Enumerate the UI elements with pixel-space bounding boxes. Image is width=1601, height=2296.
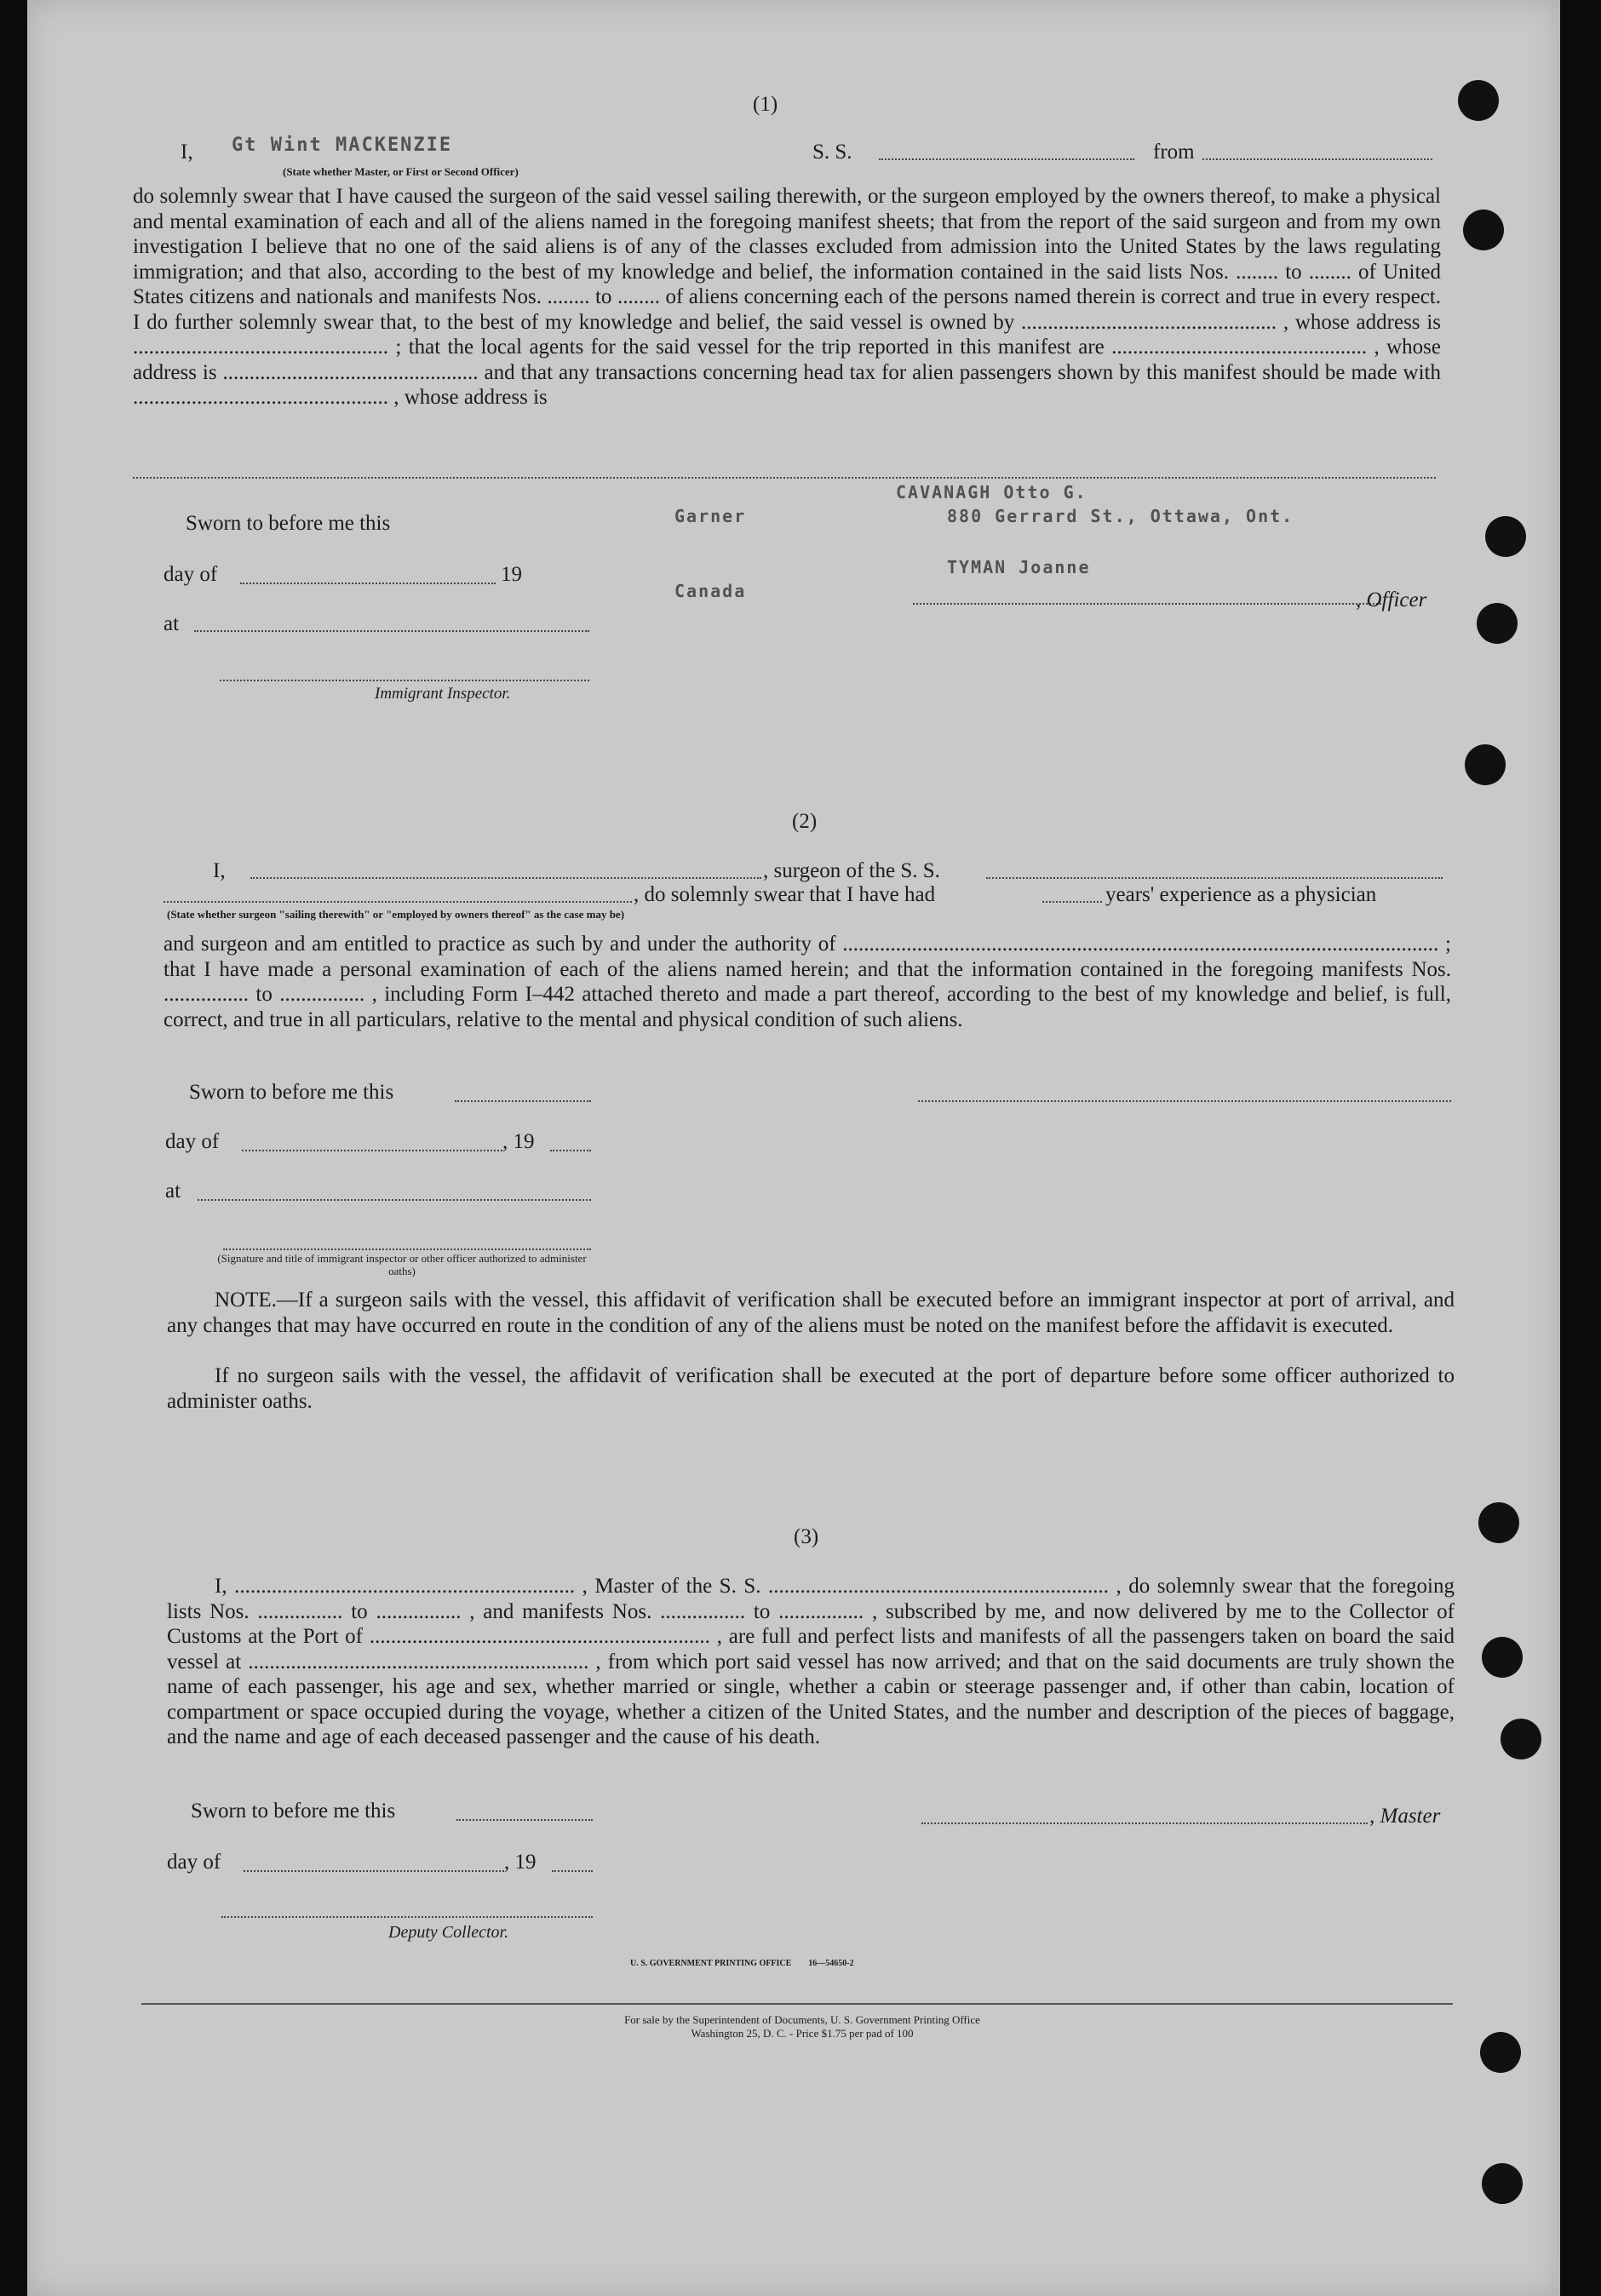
day-of-label: day of <box>167 1851 221 1874</box>
punch-hole <box>1485 516 1526 557</box>
note-paragraph: If no surgeon sails with the vessel, the affidavit of verification shall be executed at the port of departure before some officer authorized to administer oaths. <box>167 1364 1455 1413</box>
overprint-name: Gt Wint MACKENZIE <box>232 135 453 156</box>
section2-years-label: years' experience as a physician <box>1105 883 1377 906</box>
sworn-label: Sworn to before me this <box>186 512 391 535</box>
signature-note: (Signature and title of immigrant inspector or other officer authorized to administer oaths) <box>217 1252 587 1277</box>
overprint-line: Garner <box>674 506 747 526</box>
punch-hole <box>1477 603 1518 644</box>
section2-surgeon-label: , surgeon of the S. S. <box>763 859 940 882</box>
section2-i-label: I, <box>213 859 226 882</box>
section-number: (1) <box>753 93 778 116</box>
overprint-line: 880 Gerrard St., Ottawa, Ont. <box>947 506 1294 526</box>
day-of-label: day of <box>165 1130 220 1153</box>
section1-from-label: from <box>1153 141 1195 164</box>
section3-paragraph: I, ................................................................ , Master of the S. S. ................................................................ , do solemnly swear that the foregoing lists Nos. ................ to ................ , and manifests Nos. ................ to ................ , subscribed by me, and now delivered by me to the Collector of Customs at the Port of ................................................................ , are full and perfect lists and manifests of all the passengers taken on board the said vessel at ................................................................ , from which port said vessel has now arrived; and that on the said documents are truly shown the name of each passenger, his age and sex, whether married or single, whether a cabin or steerage passenger and, if other than cabin, location of compartment or space occupied during the voyage, whether a citizen of the United States, and the number and description of the pieces of baggage, and the name and age of each deceased passenger and the cause of his death. <box>167 1575 1455 1748</box>
section1-paragraph: do solemnly swear that I have caused the surgeon of the said vessel sailing therewith, or the surgeon employed by the owners thereof, to make a physical and mental examination of each and all of the aliens named in the foregoing manifest sheets; that from the report of the said surgeon and from my own investigation I believe that no one of the said aliens is of any of the classes excluded from admission into the United States by the laws regulating immigration; and that also, according to the best of my knowledge and belief, the information contained in the said lists Nos. ........ to ........ of United States citizens and nationals and manifests Nos. ........ to ........ of aliens concerning each of the persons named therein is correct and true in every respect. I do further solemnly swear that, to the best of my knowledge and belief, the said vessel is owned by ................................................ , whose address is ................................................ ; that the local agents for the said vessel for the trip reported in this manifest are ................................................ , whose address is ................................................ and that any transactions concerning head tax for alien passengers shown by this manifest should be made with ................................................ , whose address is <box>133 185 1441 409</box>
year-label: , 19 <box>502 1130 535 1153</box>
punch-hole <box>1465 744 1506 785</box>
section-number: (2) <box>792 810 818 833</box>
overprint-line: TYMAN Joanne <box>947 557 1091 577</box>
punch-hole <box>1463 210 1504 250</box>
document-page <box>27 0 1560 2296</box>
officer-label: , Officer <box>1356 588 1427 611</box>
note-paragraph: NOTE.—If a surgeon sails with the vessel, this affidavit of verification shall be executed before an immigrant inspector at port of arrival, and any changes that may have occurred en route in the condition of any of the aliens must be noted on the manifest before the affidavit is executed. <box>167 1289 1455 1337</box>
overprint-line: Canada <box>674 581 747 601</box>
section1-ss-label: S. S. <box>812 141 852 164</box>
punch-hole <box>1482 2163 1523 2204</box>
master-note: (State whether Master, or First or Second Officer) <box>283 165 519 178</box>
section2-note: (State whether surgeon "sailing therewith" or "employed by owners thereof" as the case may be) <box>167 908 625 921</box>
punch-hole <box>1480 2032 1521 2073</box>
at-label: at <box>164 612 180 635</box>
year-label: 19 <box>501 563 522 586</box>
section2-swear-label: , do solemnly swear that I have had <box>634 883 936 906</box>
year-label: , 19 <box>504 1851 537 1874</box>
sworn-label: Sworn to before me this <box>189 1081 394 1104</box>
deputy-collector-label: Deputy Collector. <box>388 1923 509 1942</box>
punch-hole <box>1501 1719 1541 1759</box>
printing-office-line: U. S. GOVERNMENT PRINTING OFFICE 16—54650-2 <box>630 1959 854 1968</box>
punch-hole <box>1478 1502 1519 1543</box>
punch-hole <box>1458 80 1499 121</box>
punch-hole <box>1482 1637 1523 1678</box>
at-label: at <box>165 1180 181 1203</box>
immigrant-inspector-label: Immigrant Inspector. <box>375 685 511 703</box>
footer-line: For sale by the Superintendent of Documents, U. S. Government Printing Office <box>624 2013 980 2026</box>
day-of-label: day of <box>164 563 218 586</box>
overprint-line: CAVANAGH Otto G. <box>896 482 1087 502</box>
section1-i-label: I, <box>181 141 193 164</box>
master-label: , Master <box>1369 1805 1441 1828</box>
section-number: (3) <box>794 1525 819 1548</box>
footer-line: Washington 25, D. C. - Price $1.75 per pad of 100 <box>691 2027 914 2040</box>
section2-paragraph: and surgeon and am entitled to practice as such by and under the authority of ................................................................................................................ ; that I have made a personal examination of each of the aliens named herein; and that the information contained in the foregoing manifests Nos. ................ to ................ , including Form I–442 attached thereto and made a part thereof, according to the best of my knowledge and belief, is full, correct, and true in all particulars, relative to the mental and physical condition of such aliens. <box>164 933 1451 1031</box>
sworn-label: Sworn to before me this <box>191 1799 396 1822</box>
